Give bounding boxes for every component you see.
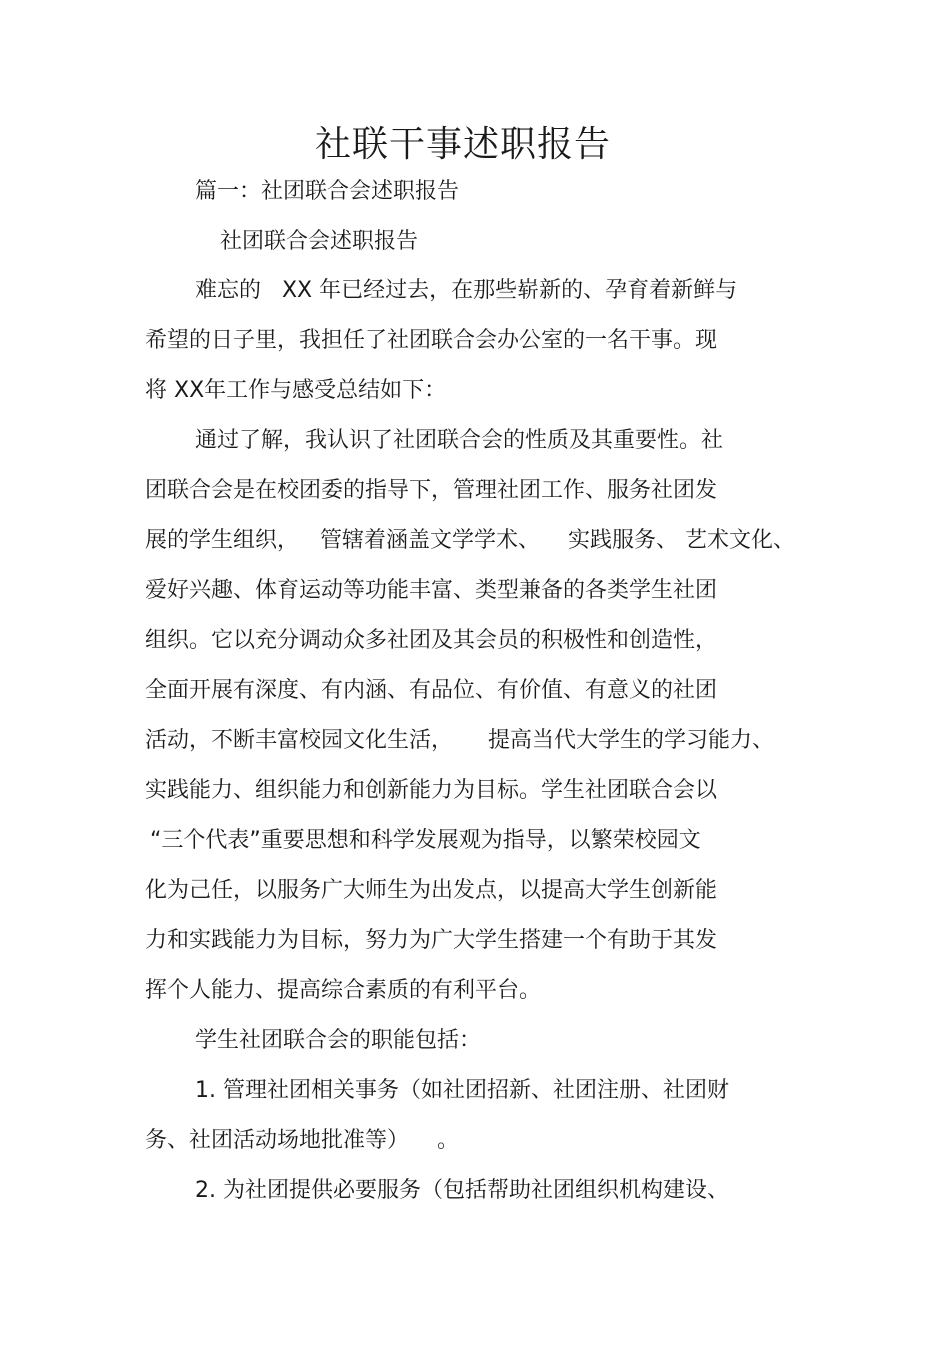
paragraph-line: 力和实践能力为目标，努力为广大学生搭建一个有助于其发: [145, 928, 718, 953]
paragraph-line: 组织。它以充分调动众多社团及其会员的积极性和创造性，: [145, 628, 718, 653]
section-heading: 篇一：社团联合会述职报告: [195, 179, 460, 204]
paragraph-line: 实践能力、组织能力和创新能力为目标。学生社团联合会以: [145, 778, 718, 803]
list-item: 1. 管理社团相关事务（如社团招新、社团注册、社团财: [195, 1078, 729, 1103]
paragraph-line: 团联合会是在校团委的指导下，管理社团工作、服务社团发: [145, 478, 718, 503]
paragraph-line: 将 XX年工作与感受总结如下：: [145, 378, 447, 403]
paragraph-line: 展的学生组织， 管辖着涵盖文学学术、 实践服务、 艺术文化、: [145, 528, 795, 553]
page-title: 社联干事述职报告: [314, 124, 611, 165]
paragraph-line: 希望的日子里，我担任了社团联合会办公室的一名干事。现: [145, 328, 718, 353]
paragraph-line: 化为己任，以服务广大师生为出发点，以提高大学生创新能: [145, 878, 718, 903]
subsection-heading: 社团联合会述职报告: [220, 229, 419, 254]
paragraph-line: 全面开展有深度、有内涵、有品位、有价值、有意义的社团: [145, 678, 718, 703]
paragraph-line: 通过了解，我认识了社团联合会的性质及其重要性。社: [195, 428, 724, 453]
paragraph-line: 挥个人能力、提高综合素质的有利平台。: [145, 978, 542, 1003]
list-item: 2. 为社团提供必要服务（包括帮助社团组织机构建设、: [195, 1178, 729, 1203]
paragraph-line: “三个代表”重要思想和科学发展观为指导，以繁荣校园文: [150, 828, 701, 853]
paragraph-line: 难忘的 XX 年已经过去，在那些崭新的、孕育着新鲜与: [195, 278, 738, 303]
list-item-continuation: 务、社团活动场地批准等） 。: [145, 1128, 459, 1153]
paragraph-line: 学生社团联合会的职能包括：: [195, 1028, 482, 1053]
paragraph-line: 爱好兴趣、体育运动等功能丰富、类型兼备的各类学生社团: [145, 578, 718, 603]
paragraph-line: 活动，不断丰富校园文化生活， 提高当代大学生的学习能力、: [145, 728, 774, 753]
